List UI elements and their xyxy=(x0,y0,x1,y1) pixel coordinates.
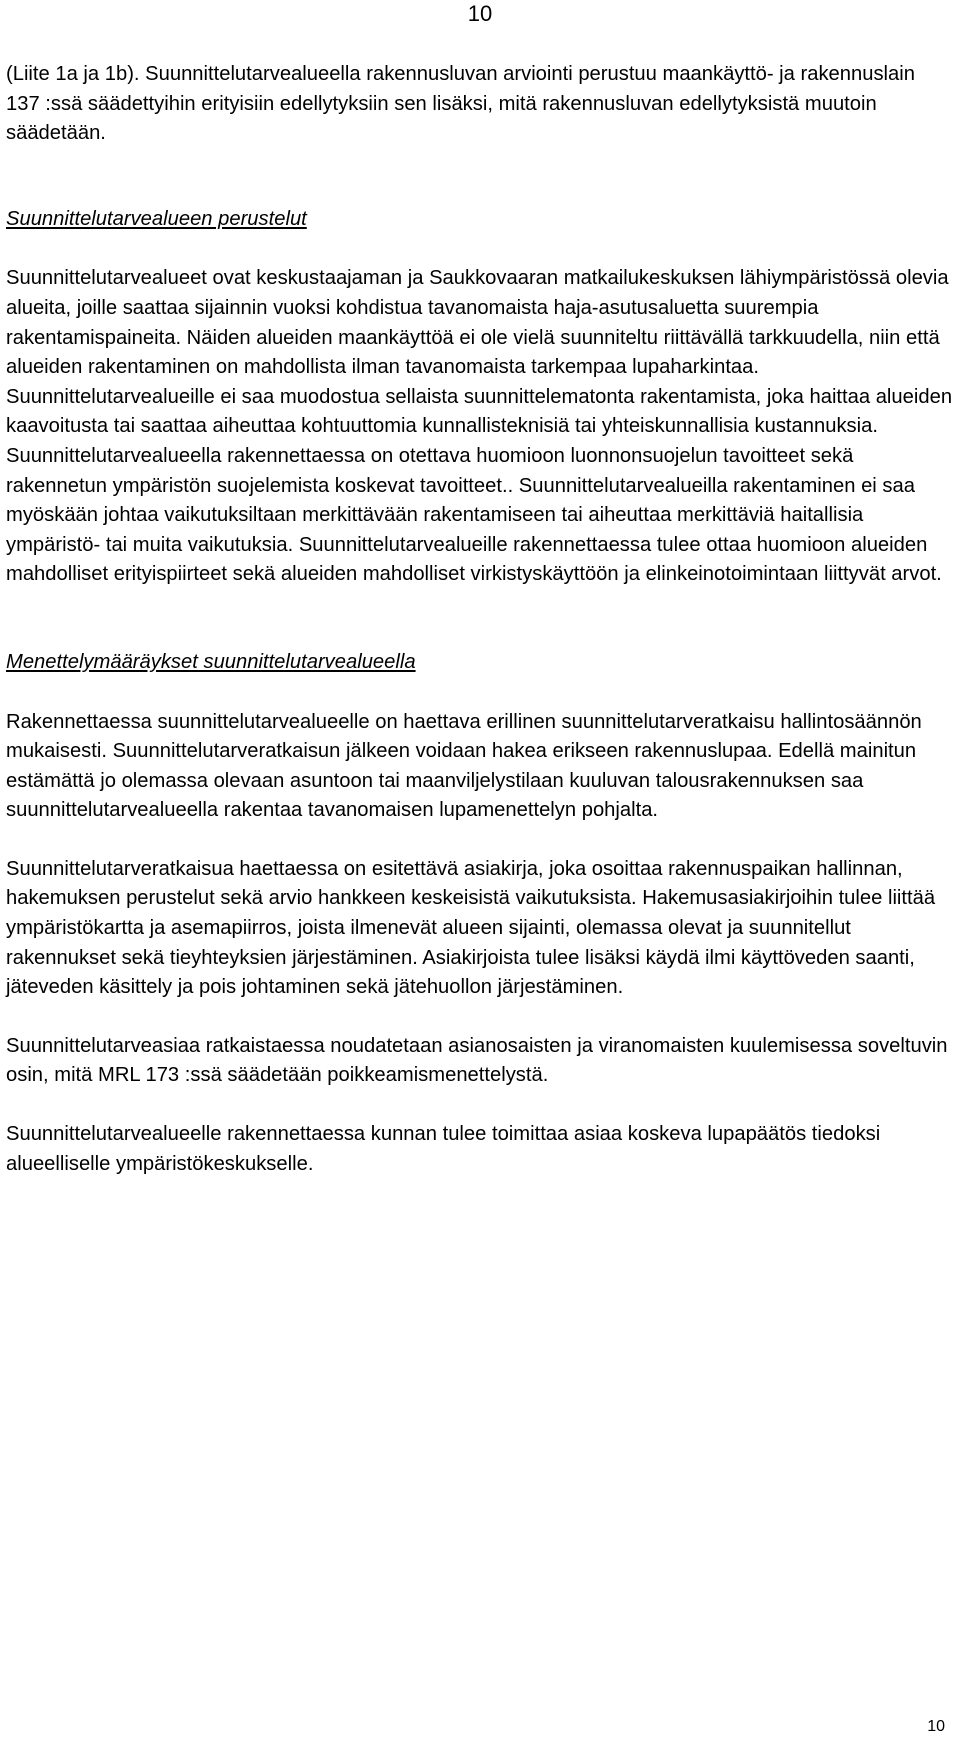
spacer xyxy=(6,1091,954,1120)
menettely-paragraph-4: Suunnittelutarvealueelle rakennettaessa kunnan tulee toimittaa asiaa koskeva lupapäätös tiedoksi alueelliselle ympäristökeskukselle. xyxy=(6,1123,881,1175)
spacer xyxy=(6,590,954,648)
page-number-bottom: 10 xyxy=(927,1718,945,1735)
spacer xyxy=(6,234,954,264)
spacer xyxy=(6,1003,954,1032)
menettely-paragraph-3: Suunnittelutarveasiaa ratkaistaessa noudatetaan asianosaisten ja viranomaisten kuulemisessa soveltuvin osin, mitä MRL 173 :ssä säädetään poikkeamismenettelystä. xyxy=(6,1034,948,1087)
spacer xyxy=(6,678,954,708)
spacer xyxy=(6,149,954,205)
menettely-paragraph-2: Suunnittelutarveratkaisua haettaessa on esitettävä asiakirja, joka osoittaa rakennuspaikan hallinnan, hakemuksen perustelut sekä arvio hankkeen keskeisistä vaikutuksista. Hakemusasiakirjoihin tulee liittää ympäristökartta ja asemapiirros, joista ilmenevät alueen sijainti, olemassa olevat ja suunnitellut rakennukset sekä tieyhteyksien järjestäminen. Asiakirjoista tulee lisäksi käydä ilmi käyttöveden saanti, jäteveden käsittely ja pois johtaminen sekä jätehuollon järjestäminen. xyxy=(6,857,936,999)
menettely-paragraph-1: Rakennettaessa suunnittelutarvealueelle on haettava erillinen suunnittelutarveratkaisu hallintosäännön mukaisesti. Suunnittelutarveratkaisun jälkeen voidaan hakea erikseen rakennuslupaa. Edellä mainitun estämättä jo olemassa olevaan asuntoon tai maanviljelystilaan kuuluvan talousrakennuksen saa suunnittelutarvealueella rakentaa tavanomaisen lupamenettelyn pohjalta. xyxy=(6,710,922,822)
section-heading-menettelymaaraykset: Menettelymääräykset suunnittelutarvealueella xyxy=(6,650,416,673)
intro-paragraph: (Liite 1a ja 1b). Suunnittelutarvealueella rakennusluvan arviointi perustuu maankäyttö- ja rakennuslain 137 :ssä säädettyihin erityisiin edellytyksiin sen lisäksi, mitä rakennusluvan edellytyksistä muutoin säädetään. xyxy=(6,63,915,145)
document-body xyxy=(6,60,954,1179)
section-heading-perustelut: Suunnittelutarvealueen perustelut xyxy=(6,207,307,230)
spacer xyxy=(6,826,954,855)
page-number-top: 10 xyxy=(467,1,493,26)
perustelut-paragraph: Suunnittelutarvealueet ovat keskustaajaman ja Saukkovaaran matkailukeskuksen lähiympäristössä olevia alueita, joille saattaa sijainnin vuoksi kohdistua tavanomaista haja-asutusaluetta suurempia rakentamispaineita. Näiden alueiden maankäyttöä ei ole vielä suunniteltu riittävällä tarkkuudella, niin että alueiden rakentaminen on mahdollista ilman tavanomaista tarkempaa lupaharkintaa. Suunnittelutarvealueille ei saa muodostua sellaista suunnittelematonta rakentamista, joka haittaa alueiden kaavoitusta tai saattaa aiheuttaa kohtuuttomia kunnallisteknisiä tai yhteiskunnallisia kustannuksia. Suunnittelutarvealueella rakennettaessa on otettava huomioon luonnonsuojelun tavoitteet sekä rakennetun ympäristön suojelemista koskevat tavoitteet.. Suunnittelutarvealueilla rakentaminen ei saa myöskään johtaa vaikutuksiltaan merkittävään rakentamiseen tai aiheuttaa merkittäviä haitallisia ympäristö- tai muita vaikutuksia. Suunnittelutarvealueille rakennettaessa tulee ottaa huomioon alueiden mahdolliset erityispiirteet sekä alueiden mahdolliset virkistyskäyttöön ja elinkeinotoimintaan liittyvät arvot. xyxy=(6,267,953,586)
